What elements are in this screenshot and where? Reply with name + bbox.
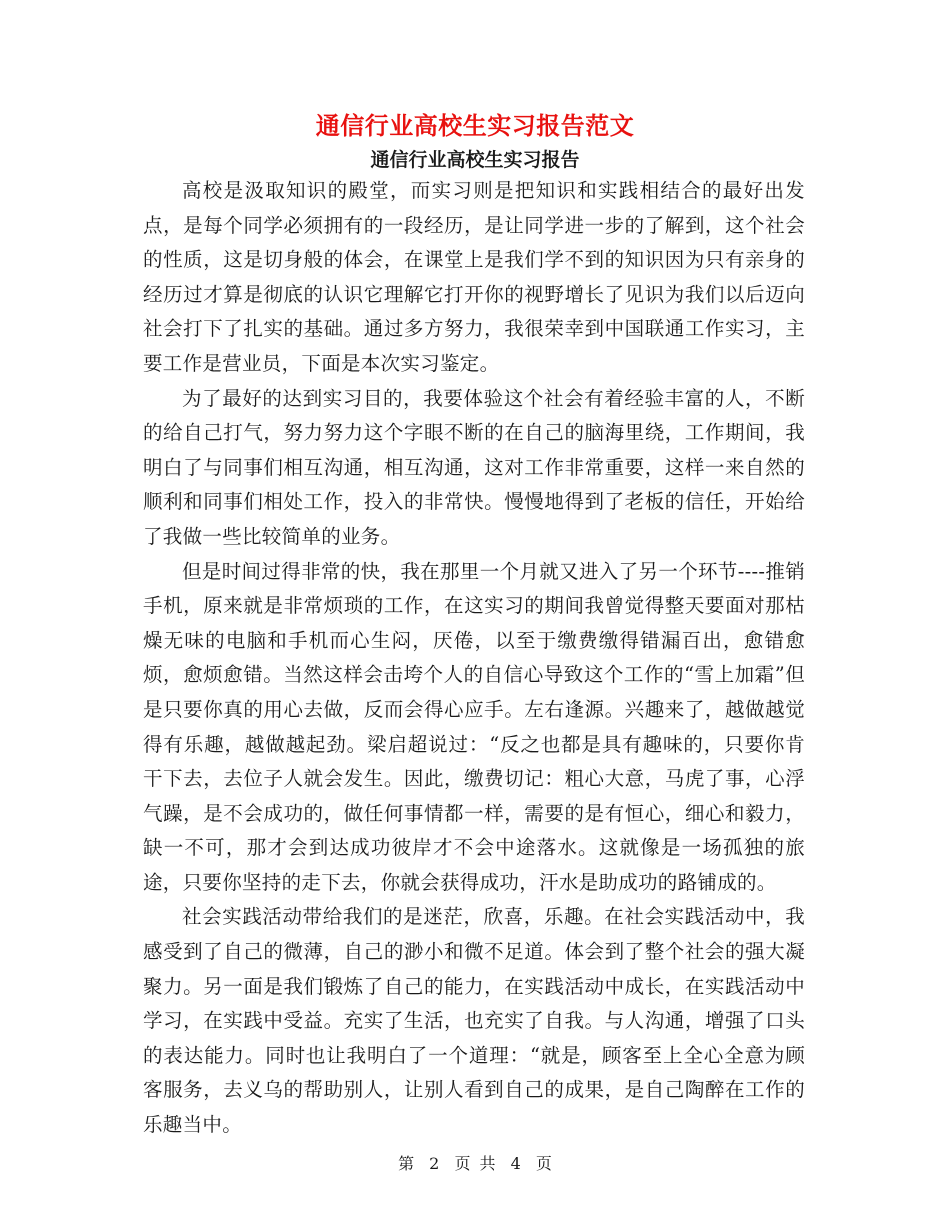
footer-page-number: 2 xyxy=(429,1154,440,1173)
page-footer xyxy=(0,1152,950,1176)
paragraph-1: 高校是汲取知识的殿堂，而实习则是把知识和实践相结合的最好出发点，是每个同学必须拥有的一段经历，是让同学进一步的了解到，这个社会的性质，这是切身般的体会，在课堂上是我们学不到的知识因为只有亲身的经历过才算是彻底的认识它理解它打开你的视野增长了见识为我们以后迈向社会打下了扎实的基础。通过多方努力，我很荣幸到中国联通工作实习，主要工作是营业员，下面是本次实习鉴定。 xyxy=(143,179,805,375)
footer-middle: 页 共 xyxy=(454,1154,496,1173)
footer-prefix: 第 xyxy=(398,1154,415,1173)
paragraph-2: 为了最好的达到实习目的，我要体验这个社会有着经验丰富的人，不断的给自己打气，努力努力这个字眼不断的在自己的脑海里绕，工作期间，我明白了与同事们相互沟通，相互沟通，这对工作非常重要，这样一来自然的顺利和同事们相处工作，投入的非常快。慢慢地得到了老板的信任，开始给了我做一些比较简单的业务。 xyxy=(143,386,805,548)
paragraph-3: 但是时间过得非常的快，我在那里一个月就又进入了另一个环节----推销手机，原来就是非常烦琐的工作，在这实习的期间我曾觉得整天要面对那枯燥无味的电脑和手机而心生闷，厌倦，以至于缴费缴得错漏百出，愈错愈烦，愈烦愈错。当然这样会击垮个人的自信心导致这个工作的“雪上加霜”但是只要你真的用心去做，反而会得心应手。左右逢源。兴趣来了，越做越觉得有乐趣，越做越起劲。梁启超说过：“反之也都是具有趣味的，只要你肯干下去，去位子人就会发生。因此，缴费切记：粗心大意，马虎了事，心浮气躁，是不会成功的，做任何事情都一样，需要的是有恒心，细心和毅力，缺一不可，那才会到达成功彼岸才不会中途落水。这就像是一场孤独的旅途，只要你坚持的走下去，你就会获得成功，汗水是助成功的路铺成的。 xyxy=(143,559,805,894)
document-title: 通信行业高校生实习报告范文 xyxy=(315,111,635,140)
footer-suffix: 页 xyxy=(535,1154,552,1173)
document-subtitle: 通信行业高校生实习报告 xyxy=(370,149,580,171)
paragraph-4: 社会实践活动带给我们的是迷茫，欣喜，乐趣。在社会实践活动中，我感受到了自己的微薄，自己的渺小和微不足道。体会到了整个社会的强大凝聚力。另一面是我们锻炼了自己的能力，在实践活动中成长，在实践活动中学习，在实践中受益。充实了生活，也充实了自我。与人沟通，增强了口头的表达能力。同时也让我明白了一个道理：“就是，顾客至上全心全意为顾客服务，去义乌的帮助别人，让别人看到自己的成果，是自己陶醉在工作的乐趣当中。 xyxy=(143,905,805,1137)
footer-total-pages: 4 xyxy=(510,1154,521,1173)
document-body xyxy=(143,174,805,1143)
